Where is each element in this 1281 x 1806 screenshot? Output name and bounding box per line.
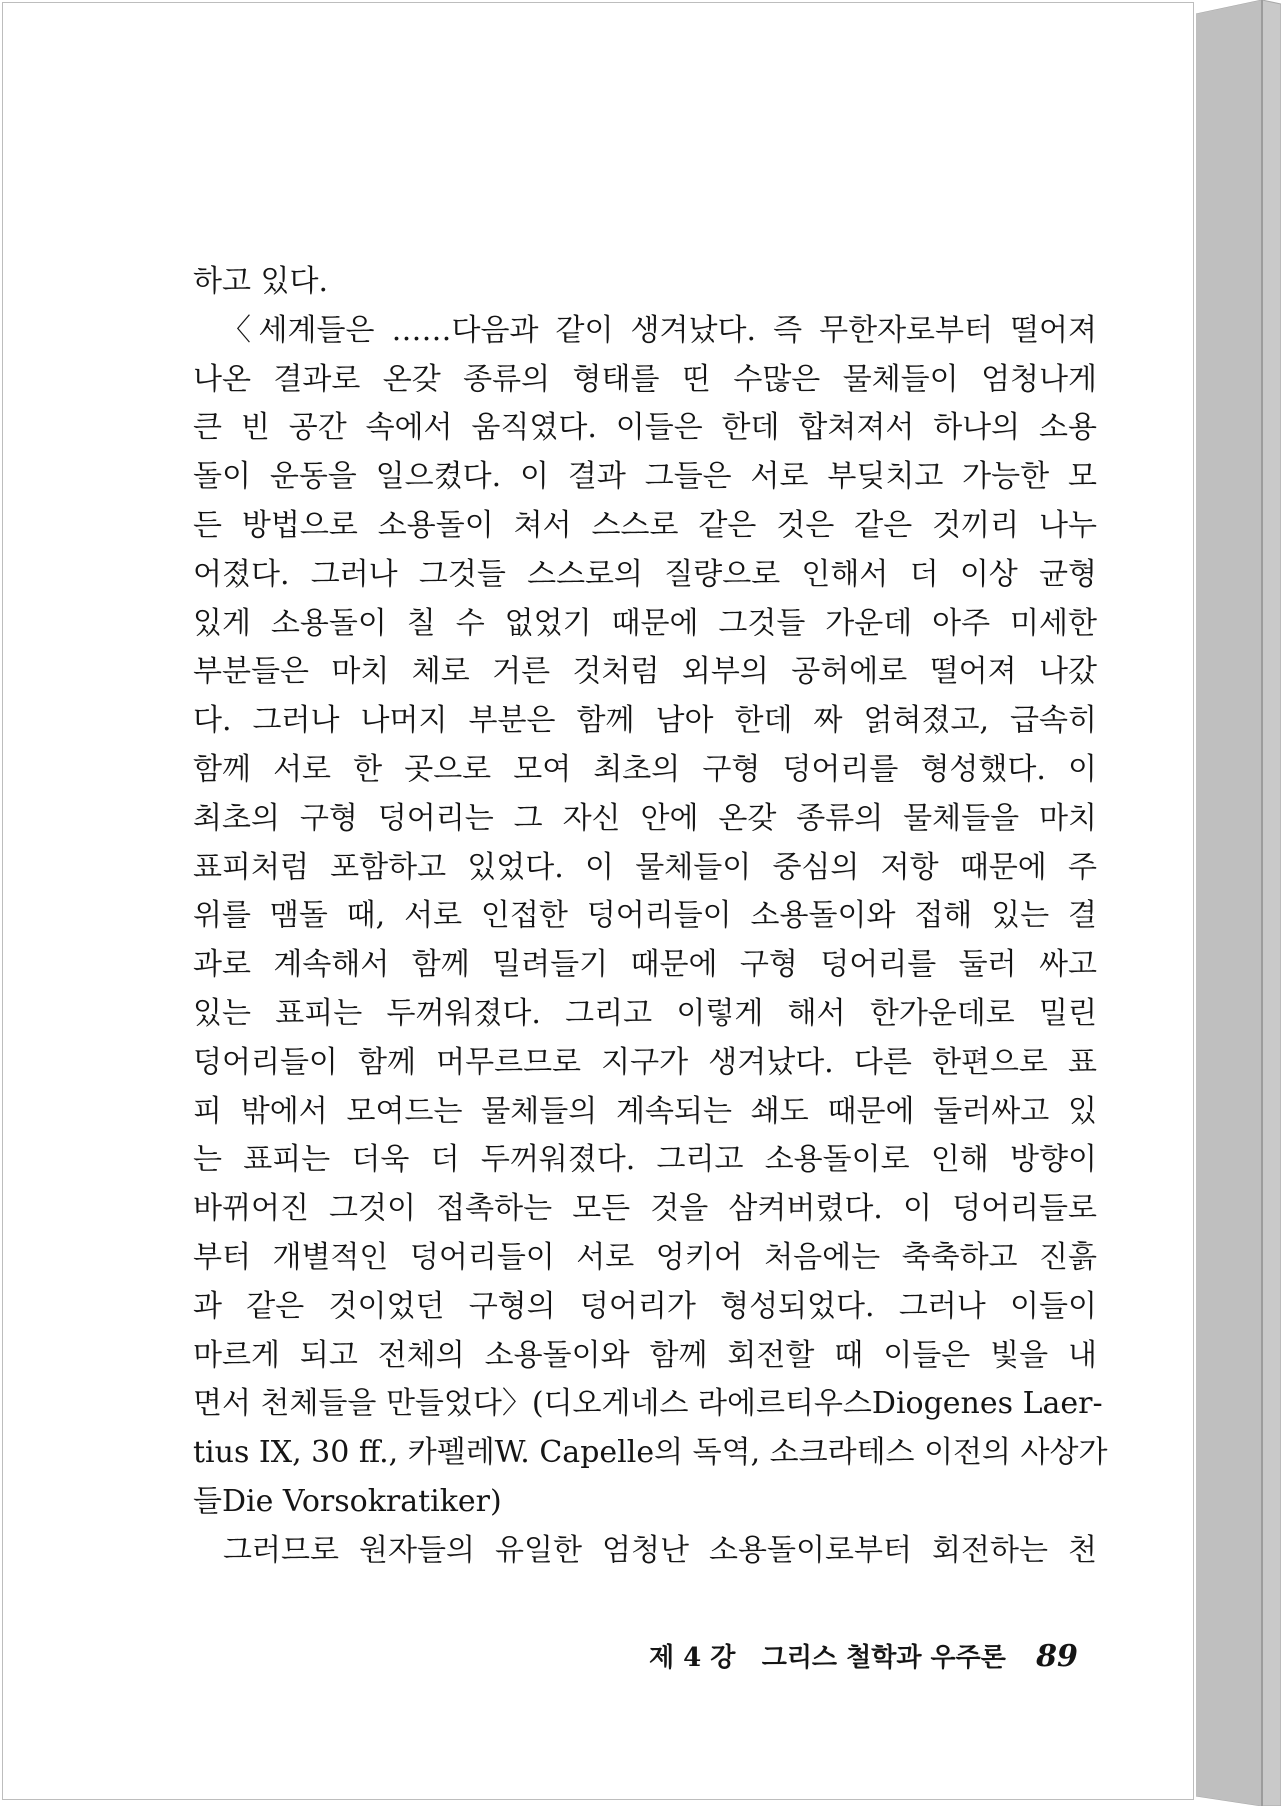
text-line-13: 표피처럼 포함하고 있었다. 이 물체들이 중심의 저항 때문에 주 (193, 849, 1097, 885)
book-page (2, 2, 1194, 1800)
text-line-6: 든 방법으로 소용돌이 쳐서 스스로 같은 것은 같은 것끼리 나누 (193, 507, 1097, 543)
text-line-1: 하고 있다. (193, 264, 328, 299)
text-line-16: 있는 표피는 두꺼워졌다. 그리고 이렇게 해서 한가운데로 밀린 (193, 995, 1097, 1031)
page-footer (649, 1637, 1079, 1677)
text-line-18: 피 밖에서 모여드는 물체들의 계속되는 쇄도 때문에 둘러싸고 있 (193, 1093, 1097, 1129)
text-line-21: 부터 개별적인 덩어리들이 서로 엉키어 처음에는 축축하고 진흙 (193, 1239, 1097, 1275)
text-line-22: 과 같은 것이었던 구형의 덩어리가 형성되었다. 그러나 이들이 (193, 1288, 1097, 1324)
text-line-11: 함께 서로 한 곳으로 모여 최초의 구형 덩어리를 형성했다. 이 (193, 751, 1097, 787)
text-line-3: 나온 결과로 온갖 종류의 형태를 띤 수많은 물체들이 엄청나게 (193, 361, 1097, 397)
text-line-10: 다. 그러나 나머지 부분은 함께 남아 한데 짜 얽혀졌고, 급속히 (193, 703, 1097, 739)
text-line-17: 덩어리들이 함께 머무르므로 지구가 생겨났다. 다른 한편으로 표 (193, 1044, 1097, 1080)
book-stack-graphic (1196, 0, 1281, 1806)
text-line-5: 돌이 운동을 일으켰다. 이 결과 그들은 서로 부딪치고 가능한 모 (193, 459, 1097, 495)
chapter-label: 제 4 강 (649, 1643, 736, 1673)
page-number: 89 (1036, 1639, 1078, 1674)
text-line-24: 면서 천체들을 만들었다〉(디오게네스 라에르티우스Diogenes Laer- (193, 1386, 1103, 1422)
text-line-12: 최초의 구형 덩어리는 그 자신 안에 온갖 종류의 물체들을 마치 (193, 800, 1097, 836)
text-line-8: 있게 소용돌이 칠 수 없었기 때문에 그것들 가운데 아주 미세한 (193, 605, 1097, 641)
book-stack-edge (1196, 0, 1281, 1806)
text-line-15: 과로 계속해서 함께 밀려들기 때문에 구형 덩어리를 둘러 싸고 (193, 947, 1097, 983)
chapter-title: 그리스 철학과 우주론 (761, 1643, 1006, 1673)
text-line-20: 바뀌어진 그것이 접촉하는 모든 것을 삼켜버렸다. 이 덩어리들로 (193, 1191, 1097, 1227)
text-line-4: 큰 빈 공간 속에서 움직였다. 이들은 한데 합쳐져서 하나의 소용 (193, 410, 1097, 446)
text-line-14: 위를 맴돌 때, 서로 인접한 덩어리들이 소용돌이와 접해 있는 결 (193, 898, 1097, 934)
body-text (193, 258, 1108, 1576)
text-line-19: 는 표피는 더욱 더 두꺼워졌다. 그리고 소용돌이로 인해 방향이 (193, 1142, 1097, 1178)
text-line-26: 들Die Vorsokratiker) (193, 1483, 502, 1519)
text-line-27: 그러므로 원자들의 유일한 엄청난 소용돌이로부터 회전하는 천 (223, 1532, 1097, 1568)
text-line-2: 〈세계들은 ……다음과 같이 생겨났다. 즉 무한자로부터 떨어져 (221, 312, 1097, 348)
text-line-7: 어졌다. 그러나 그것들 스스로의 질량으로 인해서 더 이상 균형 (193, 556, 1097, 592)
text-line-9: 부분들은 마치 체로 거른 것처럼 외부의 공허에로 떨어져 나갔 (193, 654, 1097, 690)
text-line-23: 마르게 되고 전체의 소용돌이와 함께 회전할 때 이들은 빛을 내 (193, 1337, 1097, 1373)
text-line-25: tius IX, 30 ff., 카펠레W. Capelle의 독역, 소크라테스 이전의 사상가 (193, 1435, 1108, 1471)
